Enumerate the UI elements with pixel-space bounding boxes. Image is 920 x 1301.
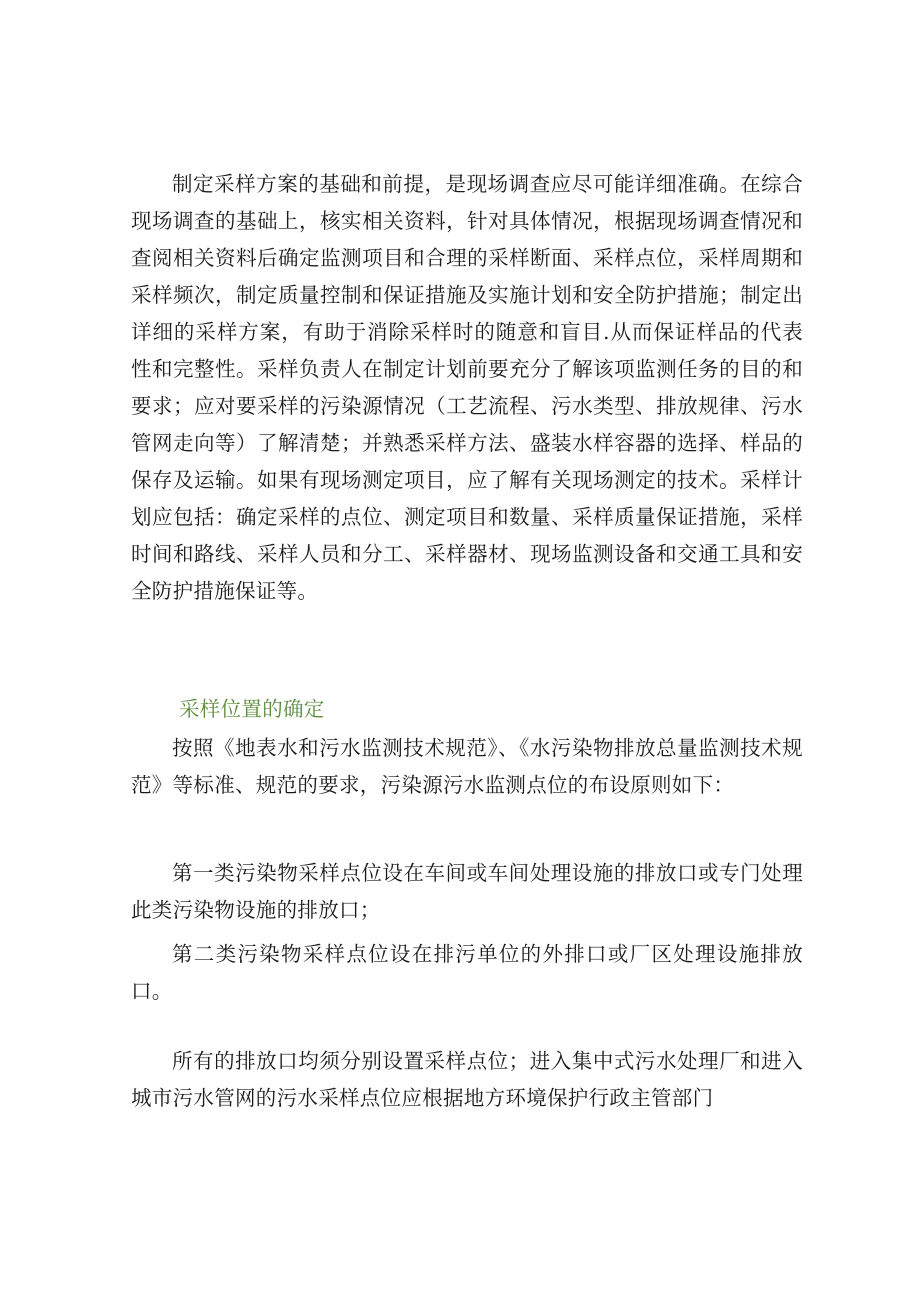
paragraph-class-two-pollutants: 第二类污染物采样点位设在排污单位的外排口或厂区处理设施排放口。 bbox=[131, 942, 803, 1003]
paragraph-all-outlets: 所有的排放口均须分别设置采样点位；进入集中式污水处理厂和进入城市污水管网的污水采样点位应根据地方环境保护行政主管部门 bbox=[131, 1049, 803, 1110]
paragraph-standards: 按照《地表水和污水监测技术规范》、《水污染物排放总量监测技术规范》等标准、规范的要求，污染源污水监测点位的布设原则如下： bbox=[131, 736, 803, 797]
paragraph-class-one-pollutants: 第一类污染物采样点位设在车间或车间处理设施的排放口或专门处理此类污染物设施的排放口； bbox=[131, 861, 803, 922]
paragraph-sampling-plan: 制定采样方案的基础和前提，是现场调查应尽可能详细准确。在综合现场调查的基础上，核实相关资料，针对具体情况，根据现场调查情况和查阅相关资料后确定监测项目和合理的采样断面、采样点位，采样周期和采样频次，制定质量控制和保证措施及实施计划和安全防护措施；制定出详细的采样方案，有助于消除采样时的随意和盲目.从而保证样品的代表性和完整性。采样负责人在制定计划前要充分了解该项监测任务的目的和要求；应对要采样的污染源情况（工艺流程、污水类型、排放规律、污水管网走向等）了解清楚；并熟悉采样方法、盛装水样容器的选择、样品的保存及运输。如果有现场测定项目，应了解有关现场测定的技术。采样计划应包括：确定采样的点位、测定项目和数量、采样质量保证措施，采样时间和路线、采样人员和分工、采样器材、现场监测设备和交通工具和安全防护措施保证等。 bbox=[131, 172, 803, 603]
section-heading: 采样位置的确定 bbox=[179, 697, 325, 721]
